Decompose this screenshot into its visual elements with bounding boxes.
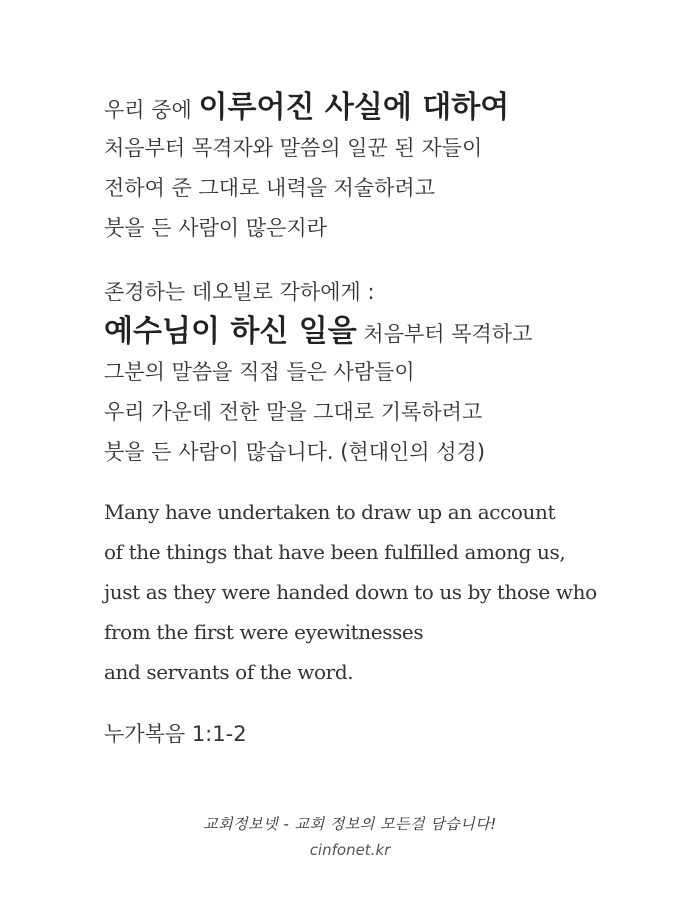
- verse-line-text: 우리 중에: [104, 98, 199, 122]
- korean-stanza-modern: [104, 272, 684, 472]
- english-verse-line: of the things that have been fulfilled among us,: [104, 540, 566, 564]
- verse-line: 우리 가운데 전한 말을 그대로 기록하려고: [104, 400, 483, 424]
- verse-line: 처음부터 목격자와 말씀의 일꾼 된 자들이: [104, 136, 483, 160]
- verse-line: 존경하는 데오빌로 각하에게 :: [104, 280, 375, 304]
- english-verse-line: Many have undertaken to draw up an account: [104, 500, 556, 524]
- emphasized-phrase: 이루어진 사실에 대하여: [198, 90, 510, 125]
- verse-line: [104, 312, 684, 352]
- english-verse-line: and servants of the word.: [104, 660, 354, 684]
- footer-url: cinfonet.kr: [309, 841, 391, 859]
- footer: [0, 812, 700, 862]
- verse-line: [104, 88, 684, 128]
- verse-line: 전하여 준 그대로 내력을 저술하려고: [104, 176, 435, 200]
- verse-content: [104, 88, 684, 754]
- english-verse-line: just as they were handed down to us by those who: [104, 580, 597, 604]
- emphasized-phrase: 예수님이 하신 일을: [104, 314, 357, 349]
- verse-line: 그분의 말씀을 직접 들은 사람들이: [104, 360, 415, 384]
- footer-tagline: 교회정보넷 - 교회 정보의 모든걸 담습니다!: [203, 815, 497, 833]
- verse-line: 붓을 든 사람이 많습니다. (현대인의 성경): [104, 440, 486, 464]
- verse-line-text: 처음부터 목격하고: [356, 322, 533, 346]
- verse-line: 붓을 든 사람이 많은지라: [104, 216, 327, 240]
- english-verse-line: from the first were eyewitnesses: [104, 620, 424, 644]
- korean-stanza-revised: [104, 88, 684, 248]
- scripture-reference: 누가복음 1:1-2: [104, 722, 247, 746]
- english-stanza: [104, 492, 684, 692]
